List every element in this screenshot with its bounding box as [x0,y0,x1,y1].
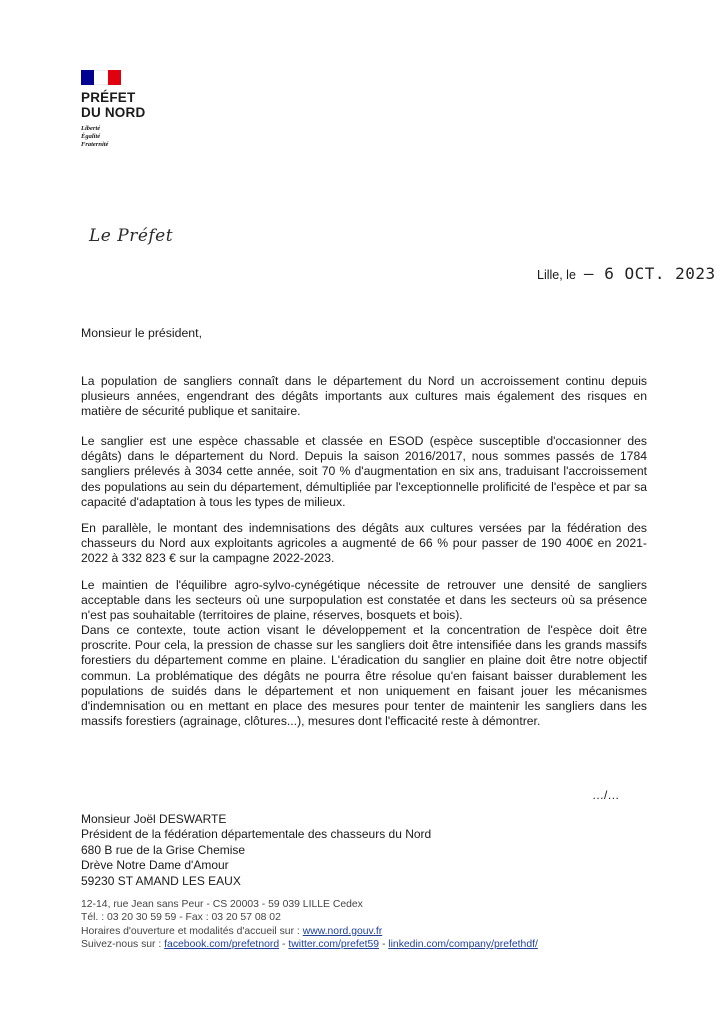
marianne-flag-logo [81,70,121,85]
recipient-city: 59230 ST AMAND LES EAUX [81,873,241,888]
footer-social-line [81,938,538,951]
website-link[interactable]: www.nord.gouv.fr [302,925,383,937]
paragraph-indemnisations: En parallèle, le montant des indemnisations des dégâts aux cultures versées par la fédération des chasseurs du Nord aux exploitants agricoles a augmenté de 66 % pour passer de 190 400€ en 2021-2022 à 332 823 € sur la campagne 2022-2023. [81,521,647,566]
institution-line-2: DU NORD [81,105,146,120]
paragraph-equilibre: Le maintien de l'équilibre agro-sylvo-cynégétique nécessite de retrouver une densité de sangliers acceptable dans les secteurs où une surpopulation est constatée et dans les secteurs où sa présence n'est pas souhaitable (territoires de plaine, réserves, bosquets et bois). [81,578,647,623]
author-title: Le Préfet [89,226,174,246]
facebook-link[interactable]: facebook.com/prefetnord [164,938,280,950]
continuation-mark: …/… [592,788,620,802]
twitter-link[interactable]: twitter.com/prefet59 [288,938,380,950]
motto-liberte: Liberté [81,125,101,132]
paragraph-population: La population de sangliers connaît dans le département du Nord un accroissement continu depuis plusieurs années, engendrant des dégâts importants aux cultures mais également des risques en matière de sécurité publique et sanitaire. [81,374,647,419]
recipient-name: Monsieur Joël DESWARTE [81,812,227,826]
date-place: Lille, le [537,268,576,282]
recipient-street: 680 B rue de la Grise Chemise [81,842,246,857]
linkedin-link[interactable]: linkedin.com/company/prefethdf/ [388,938,538,950]
institution-title [81,90,145,120]
recipient-address-block [81,812,431,889]
footer-hours-prefix: Horaires d'ouverture et modalités d'accueil sur : [81,925,300,937]
separator: - [282,938,286,950]
separator: - [381,938,386,950]
recipient-street-2: Drève Notre Dame d'Amour [81,858,229,873]
date-line [537,264,716,283]
salutation: Monsieur le président, [81,326,202,340]
flag-white-band [94,70,107,85]
date-stamp: – 6 OCT. 2023 [583,264,716,283]
flag-red-band [108,70,121,85]
motto-egalite: Égalité [81,133,101,140]
republic-motto [81,125,108,149]
paragraph-contexte: Dans ce contexte, toute action visant le développement et la concentration de l'espèce doit être proscrite. Pour cela, la pression de chasse sur les sangliers doit être intensifiée dans les grands massifs forestiers du département comme en plaine. L'éradication du sanglier en plaine doit être notre objectif commun. La problématique des dégâts ne pourra être résolue qu'en faisant baisser durablement les populations de suidés dans le département et non uniquement en faisant jouer les mécanismes d'indemnisation ou en mettant en place des mesures pour tenter de maintenir les sangliers dans les massifs forestiers (agrainage, clôtures...), mesures dont l'efficacité reste à démontrer. [81,623,647,729]
institution-line-1: PRÉFET [81,90,136,105]
footer-social-prefix: Suivez-nous sur : [81,938,162,950]
footer-hours-line [81,925,538,938]
paragraph-esod: Le sanglier est une espèce chassable et classée en ESOD (espèce susceptible d'occasionner des dégâts) dans le département du Nord. Depuis la saison 2016/2017, nous sommes passés de 1784 sangliers prélevés à 3034 cette année, soit 70 % d'augmentation en six ans, traduisant l'accroissement des populations au sein du département, démultipliée par l'exceptionnelle prolificité de l'espèce et par sa capacité d'adaptation à tous les types de milieux. [81,434,647,509]
recipient-function: Président de la fédération départementale des chasseurs du Nord [81,827,432,842]
footer-address: 12-14, rue Jean sans Peur - CS 20003 - 59 039 LILLE Cedex [81,899,363,910]
flag-blue-band [81,70,94,85]
footer-contact [81,898,538,951]
footer-phone: Tél. : 03 20 30 59 59 - Fax : 03 20 57 08 02 [81,912,281,924]
motto-fraternite: Fraternité [81,141,109,148]
